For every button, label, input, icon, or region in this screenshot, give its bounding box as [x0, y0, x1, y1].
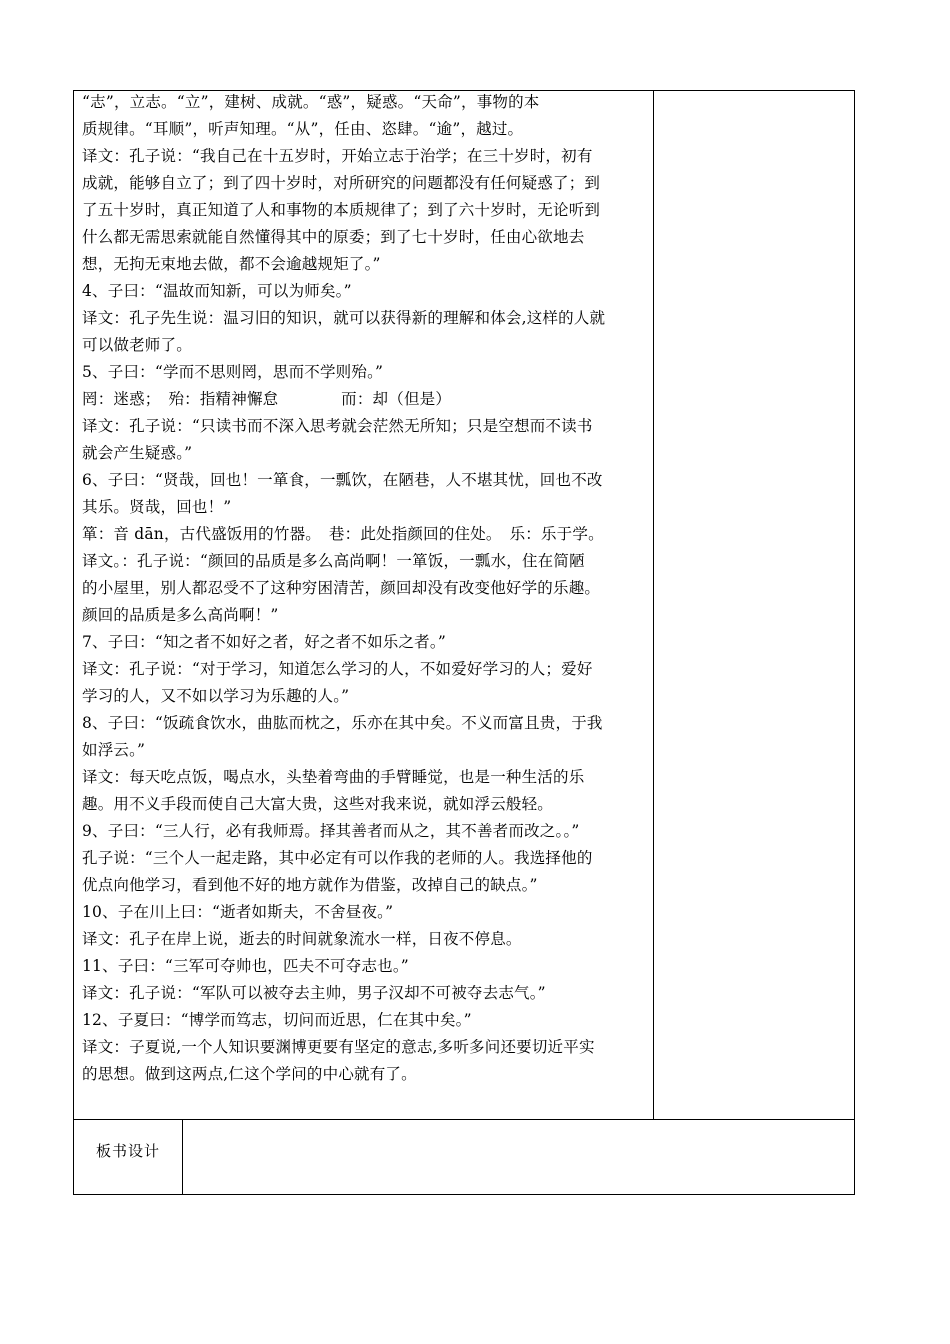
text-block [82, 89, 645, 1088]
text-line: 了五十岁时，真正知道了人和事物的本质规律了；到了六十岁时，无论听到 [82, 201, 601, 219]
text-line: 4、子曰：“温故而知新，可以为师矣。” [82, 282, 352, 300]
notes-cell [654, 91, 855, 1120]
board-design-label: 板书设计 [96, 1142, 161, 1160]
text-line: 如浮云。” [82, 741, 146, 759]
text-line: 译文：孔子说：“对于学习，知道怎么学习的人，不如爱好学习的人；爱好 [82, 660, 593, 678]
board-design-label-cell [74, 1120, 183, 1195]
text-line: 9、子曰：“三人行，必有我师焉。择其善者而从之，其不善者而改之。。” [82, 822, 580, 840]
text-line: 想，无拘无束地去做，都不会逾越规矩了。” [82, 255, 381, 273]
text-line: 趣。用不义手段而使自己大富大贵，这些对我来说，就如浮云般轻。 [82, 795, 554, 813]
text-line: 译文。：孔子说：“颜回的品质是多么高尚啊！一箪饭，一瓢水，住在简陋 [82, 552, 585, 570]
main-text-cell [74, 91, 654, 1120]
text-line: 箪：音 dān，古代盛饭用的竹器。 巷：此处指颜回的住处。 乐：乐于学。 [82, 525, 604, 543]
text-line: 译文：每天吃点饭，喝点水，头垫着弯曲的手臂睡觉，也是一种生活的乐 [82, 768, 585, 786]
text-line: 其乐。贤哉，回也！” [82, 498, 232, 516]
text-line: 12、子夏曰：“博学而笃志，切问而近思，仁在其中矣。” [82, 1011, 472, 1029]
text-line: 成就，能够自立了；到了四十岁时，对所研究的问题都没有任何疑惑了；到 [82, 174, 601, 192]
text-line: 什么都无需思索就能自然懂得其中的原委；到了七十岁时，任由心欲地去 [82, 228, 585, 246]
text-line: 优点向他学习，看到他不好的地方就作为借鉴，改掉自己的缺点。” [82, 876, 538, 894]
text-line: 译文：子夏说,一个人知识要渊博更要有坚定的意志,多听多问还要切近平实 [82, 1038, 595, 1056]
board-design-row [74, 1120, 855, 1195]
text-line: 7、子曰：“知之者不如好之者，好之者不如乐之者。” [82, 633, 446, 651]
text-line: 的小屋里，别人都忍受不了这种穷困清苦，颜回却没有改变他好学的乐趣。 [82, 579, 601, 597]
text-line: 学习的人，又不如以学习为乐趣的人。” [82, 687, 350, 705]
text-line: 就会产生疑惑。” [82, 444, 193, 462]
text-line: 译文：孔子说：“我自己在十五岁时，开始立志于治学；在三十岁时，初有 [82, 147, 593, 165]
text-line: 译文：孔子说：“军队可以被夺去主帅，男子汉却不可被夺去志气。” [82, 984, 546, 1002]
text-line: 5、子曰：“学而不思则罔，思而不学则殆。” [82, 363, 384, 381]
text-line: 孔子说：“三个人一起走路，其中必定有可以作我的老师的人。我选择他的 [82, 849, 593, 867]
lesson-table [73, 90, 855, 1195]
text-line: 可以做老师了。 [82, 336, 192, 354]
text-line: 的思想。做到这两点,仁这个学问的中心就有了。 [82, 1065, 417, 1083]
text-line: 8、子曰：“饭疏食饮水，曲肱而枕之，乐亦在其中矣。不义而富且贵，于我 [82, 714, 603, 732]
text-line: 译文：孔子先生说：温习旧的知识，就可以获得新的理解和体会,这样的人就 [82, 309, 606, 327]
text-line: 6、子曰：“贤哉，回也！一箪食，一瓢饮，在陋巷，人不堪其忧，回也不改 [82, 471, 603, 489]
text-line: 10、子在川上曰：“逝者如斯夫，不舍昼夜。” [82, 903, 394, 921]
text-line: 颜回的品质是多么高尚啊！” [82, 606, 279, 624]
text-line: 11、子曰：“三军可夺帅也，匹夫不可夺志也。” [82, 957, 409, 975]
text-line: 质规律。“耳顺”，听声知理。“从”，任由、恣肆。“逾”，越过。 [82, 120, 524, 138]
text-line: “志”，立志。“立”，建树、成就。“惑”，疑惑。“天命”，事物的本 [82, 93, 540, 111]
board-design-content-cell [183, 1120, 855, 1195]
text-line: 罔：迷惑； 殆：指精神懈怠 而：却（但是） [82, 390, 452, 408]
text-line: 译文：孔子在岸上说，逝去的时间就象流水一样，日夜不停息。 [82, 930, 522, 948]
text-line: 译文：孔子说：“只读书而不深入思考就会茫然无所知；只是空想而不读书 [82, 417, 593, 435]
content-row [74, 91, 855, 1120]
